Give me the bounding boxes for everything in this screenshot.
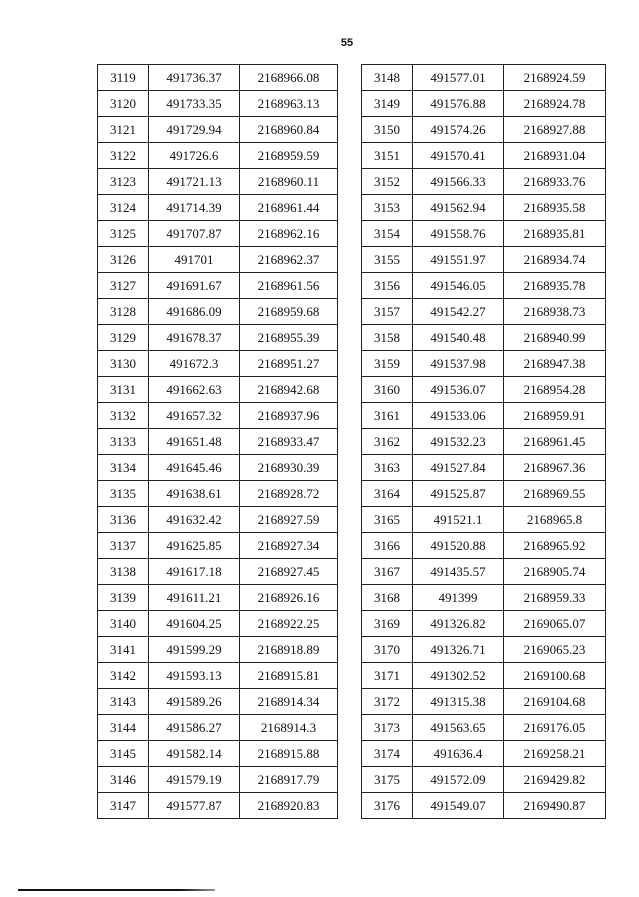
x-coordinate-cell: 491540.48 <box>413 325 504 351</box>
point-number-cell: 3145 <box>98 741 149 767</box>
y-coordinate-cell: 2168917.79 <box>240 767 338 793</box>
table-row <box>98 559 338 585</box>
point-number-cell: 3150 <box>362 117 413 143</box>
coordinate-table-left <box>97 64 338 819</box>
point-number-cell: 3152 <box>362 169 413 195</box>
point-number-cell: 3129 <box>98 325 149 351</box>
x-coordinate-cell: 491726.6 <box>149 143 240 169</box>
y-coordinate-cell: 2168954.28 <box>504 377 606 403</box>
point-number-cell: 3144 <box>98 715 149 741</box>
table-row <box>362 741 606 767</box>
table-row <box>98 403 338 429</box>
point-number-cell: 3148 <box>362 65 413 91</box>
x-coordinate-cell: 491326.71 <box>413 637 504 663</box>
x-coordinate-cell: 491733.35 <box>149 91 240 117</box>
point-number-cell: 3162 <box>362 429 413 455</box>
y-coordinate-cell: 2168965.8 <box>504 507 606 533</box>
x-coordinate-cell: 491302.52 <box>413 663 504 689</box>
point-number-cell: 3167 <box>362 559 413 585</box>
table-body <box>98 65 338 819</box>
point-number-cell: 3126 <box>98 247 149 273</box>
coordinate-table-right <box>361 64 606 819</box>
table-row <box>362 715 606 741</box>
y-coordinate-cell: 2168961.56 <box>240 273 338 299</box>
point-number-cell: 3141 <box>98 637 149 663</box>
x-coordinate-cell: 491617.18 <box>149 559 240 585</box>
x-coordinate-cell: 491651.48 <box>149 429 240 455</box>
y-coordinate-cell: 2168967.36 <box>504 455 606 481</box>
y-coordinate-cell: 2168969.55 <box>504 481 606 507</box>
point-number-cell: 3151 <box>362 143 413 169</box>
y-coordinate-cell: 2169490.87 <box>504 793 606 819</box>
x-coordinate-cell: 491599.29 <box>149 637 240 663</box>
x-coordinate-cell: 491577.87 <box>149 793 240 819</box>
x-coordinate-cell: 491645.46 <box>149 455 240 481</box>
table-row <box>362 351 606 377</box>
point-number-cell: 3157 <box>362 299 413 325</box>
table-body <box>362 65 606 819</box>
x-coordinate-cell: 491579.19 <box>149 767 240 793</box>
point-number-cell: 3146 <box>98 767 149 793</box>
y-coordinate-cell: 2168928.72 <box>240 481 338 507</box>
y-coordinate-cell: 2169176.05 <box>504 715 606 741</box>
point-number-cell: 3128 <box>98 299 149 325</box>
y-coordinate-cell: 2168942.68 <box>240 377 338 403</box>
y-coordinate-cell: 2168935.78 <box>504 273 606 299</box>
point-number-cell: 3169 <box>362 611 413 637</box>
y-coordinate-cell: 2168965.92 <box>504 533 606 559</box>
table-row <box>362 325 606 351</box>
table-row <box>362 221 606 247</box>
x-coordinate-cell: 491399 <box>413 585 504 611</box>
y-coordinate-cell: 2168927.88 <box>504 117 606 143</box>
table-row <box>362 247 606 273</box>
point-number-cell: 3121 <box>98 117 149 143</box>
x-coordinate-cell: 491537.98 <box>413 351 504 377</box>
x-coordinate-cell: 491593.13 <box>149 663 240 689</box>
y-coordinate-cell: 2168966.08 <box>240 65 338 91</box>
table-row <box>98 585 338 611</box>
y-coordinate-cell: 2168962.37 <box>240 247 338 273</box>
table-row <box>98 117 338 143</box>
x-coordinate-cell: 491632.42 <box>149 507 240 533</box>
x-coordinate-cell: 491572.09 <box>413 767 504 793</box>
x-coordinate-cell: 491707.87 <box>149 221 240 247</box>
page-number: 55 <box>340 37 354 49</box>
x-coordinate-cell: 491532.23 <box>413 429 504 455</box>
point-number-cell: 3156 <box>362 273 413 299</box>
x-coordinate-cell: 491736.37 <box>149 65 240 91</box>
x-coordinate-cell: 491678.37 <box>149 325 240 351</box>
point-number-cell: 3119 <box>98 65 149 91</box>
point-number-cell: 3142 <box>98 663 149 689</box>
point-number-cell: 3172 <box>362 689 413 715</box>
table-row <box>98 741 338 767</box>
y-coordinate-cell: 2169100.68 <box>504 663 606 689</box>
y-coordinate-cell: 2168930.39 <box>240 455 338 481</box>
table-row <box>98 377 338 403</box>
table-row <box>98 221 338 247</box>
table-row <box>362 195 606 221</box>
x-coordinate-cell: 491686.09 <box>149 299 240 325</box>
table-row <box>98 351 338 377</box>
table-row <box>362 403 606 429</box>
x-coordinate-cell: 491521.1 <box>413 507 504 533</box>
point-number-cell: 3170 <box>362 637 413 663</box>
point-number-cell: 3153 <box>362 195 413 221</box>
point-number-cell: 3130 <box>98 351 149 377</box>
x-coordinate-cell: 491729.94 <box>149 117 240 143</box>
y-coordinate-cell: 2169065.07 <box>504 611 606 637</box>
y-coordinate-cell: 2168915.81 <box>240 663 338 689</box>
table-row <box>362 65 606 91</box>
table-row <box>98 715 338 741</box>
y-coordinate-cell: 2168947.38 <box>504 351 606 377</box>
table-row <box>362 533 606 559</box>
y-coordinate-cell: 2168935.81 <box>504 221 606 247</box>
table-row <box>362 117 606 143</box>
x-coordinate-cell: 491566.33 <box>413 169 504 195</box>
x-coordinate-cell: 491638.61 <box>149 481 240 507</box>
x-coordinate-cell: 491536.07 <box>413 377 504 403</box>
y-coordinate-cell: 2168918.89 <box>240 637 338 663</box>
x-coordinate-cell: 491570.41 <box>413 143 504 169</box>
point-number-cell: 3125 <box>98 221 149 247</box>
table-row <box>362 169 606 195</box>
table-row <box>98 273 338 299</box>
table-row <box>362 611 606 637</box>
point-number-cell: 3137 <box>98 533 149 559</box>
point-number-cell: 3166 <box>362 533 413 559</box>
y-coordinate-cell: 2168935.58 <box>504 195 606 221</box>
x-coordinate-cell: 491582.14 <box>149 741 240 767</box>
y-coordinate-cell: 2168951.27 <box>240 351 338 377</box>
point-number-cell: 3122 <box>98 143 149 169</box>
point-number-cell: 3143 <box>98 689 149 715</box>
y-coordinate-cell: 2168927.34 <box>240 533 338 559</box>
x-coordinate-cell: 491636.4 <box>413 741 504 767</box>
point-number-cell: 3140 <box>98 611 149 637</box>
x-coordinate-cell: 491326.82 <box>413 611 504 637</box>
y-coordinate-cell: 2168959.59 <box>240 143 338 169</box>
x-coordinate-cell: 491525.87 <box>413 481 504 507</box>
point-number-cell: 3160 <box>362 377 413 403</box>
x-coordinate-cell: 491611.21 <box>149 585 240 611</box>
y-coordinate-cell: 2168924.78 <box>504 91 606 117</box>
table-row <box>362 299 606 325</box>
y-coordinate-cell: 2168933.47 <box>240 429 338 455</box>
x-coordinate-cell: 491701 <box>149 247 240 273</box>
x-coordinate-cell: 491672.3 <box>149 351 240 377</box>
y-coordinate-cell: 2168920.83 <box>240 793 338 819</box>
table-row <box>98 689 338 715</box>
y-coordinate-cell: 2168959.33 <box>504 585 606 611</box>
point-number-cell: 3173 <box>362 715 413 741</box>
y-coordinate-cell: 2168914.34 <box>240 689 338 715</box>
point-number-cell: 3154 <box>362 221 413 247</box>
point-number-cell: 3136 <box>98 507 149 533</box>
x-coordinate-cell: 491542.27 <box>413 299 504 325</box>
y-coordinate-cell: 2168924.59 <box>504 65 606 91</box>
table-row <box>362 689 606 715</box>
y-coordinate-cell: 2168927.59 <box>240 507 338 533</box>
point-number-cell: 3174 <box>362 741 413 767</box>
table-row <box>362 793 606 819</box>
x-coordinate-cell: 491574.26 <box>413 117 504 143</box>
y-coordinate-cell: 2168959.68 <box>240 299 338 325</box>
table-row <box>362 767 606 793</box>
table-row <box>98 299 338 325</box>
x-coordinate-cell: 491625.85 <box>149 533 240 559</box>
y-coordinate-cell: 2168960.84 <box>240 117 338 143</box>
y-coordinate-cell: 2168937.96 <box>240 403 338 429</box>
y-coordinate-cell: 2168934.74 <box>504 247 606 273</box>
y-coordinate-cell: 2169258.21 <box>504 741 606 767</box>
y-coordinate-cell: 2168961.44 <box>240 195 338 221</box>
y-coordinate-cell: 2168915.88 <box>240 741 338 767</box>
table-row <box>98 611 338 637</box>
table-row <box>98 481 338 507</box>
x-coordinate-cell: 491563.65 <box>413 715 504 741</box>
y-coordinate-cell: 2168962.16 <box>240 221 338 247</box>
y-coordinate-cell: 2169065.23 <box>504 637 606 663</box>
x-coordinate-cell: 491577.01 <box>413 65 504 91</box>
table-row <box>98 195 338 221</box>
table-row <box>362 429 606 455</box>
point-number-cell: 3131 <box>98 377 149 403</box>
y-coordinate-cell: 2168922.25 <box>240 611 338 637</box>
table-row <box>98 169 338 195</box>
x-coordinate-cell: 491551.97 <box>413 247 504 273</box>
x-coordinate-cell: 491527.84 <box>413 455 504 481</box>
y-coordinate-cell: 2168931.04 <box>504 143 606 169</box>
y-coordinate-cell: 2168927.45 <box>240 559 338 585</box>
point-number-cell: 3168 <box>362 585 413 611</box>
table-row <box>98 65 338 91</box>
table-row <box>98 91 338 117</box>
x-coordinate-cell: 491549.07 <box>413 793 504 819</box>
table-row <box>98 143 338 169</box>
point-number-cell: 3165 <box>362 507 413 533</box>
x-coordinate-cell: 491435.57 <box>413 559 504 585</box>
point-number-cell: 3132 <box>98 403 149 429</box>
point-number-cell: 3147 <box>98 793 149 819</box>
table-row <box>98 325 338 351</box>
point-number-cell: 3124 <box>98 195 149 221</box>
point-number-cell: 3176 <box>362 793 413 819</box>
y-coordinate-cell: 2168926.16 <box>240 585 338 611</box>
point-number-cell: 3134 <box>98 455 149 481</box>
y-coordinate-cell: 2169104.68 <box>504 689 606 715</box>
point-number-cell: 3138 <box>98 559 149 585</box>
y-coordinate-cell: 2168933.76 <box>504 169 606 195</box>
x-coordinate-cell: 491520.88 <box>413 533 504 559</box>
table-row <box>362 507 606 533</box>
table-row <box>98 247 338 273</box>
point-number-cell: 3149 <box>362 91 413 117</box>
x-coordinate-cell: 491315.38 <box>413 689 504 715</box>
x-coordinate-cell: 491546.05 <box>413 273 504 299</box>
table-row <box>98 637 338 663</box>
x-coordinate-cell: 491589.26 <box>149 689 240 715</box>
point-number-cell: 3175 <box>362 767 413 793</box>
table-row <box>362 273 606 299</box>
point-number-cell: 3163 <box>362 455 413 481</box>
point-number-cell: 3139 <box>98 585 149 611</box>
table-row <box>362 637 606 663</box>
y-coordinate-cell: 2169429.82 <box>504 767 606 793</box>
table-row <box>362 377 606 403</box>
x-coordinate-cell: 491691.67 <box>149 273 240 299</box>
y-coordinate-cell: 2168955.39 <box>240 325 338 351</box>
table-row <box>362 559 606 585</box>
point-number-cell: 3123 <box>98 169 149 195</box>
x-coordinate-cell: 491662.63 <box>149 377 240 403</box>
table-row <box>362 585 606 611</box>
y-coordinate-cell: 2168963.13 <box>240 91 338 117</box>
point-number-cell: 3135 <box>98 481 149 507</box>
y-coordinate-cell: 2168959.91 <box>504 403 606 429</box>
table-row <box>98 793 338 819</box>
y-coordinate-cell: 2168905.74 <box>504 559 606 585</box>
x-coordinate-cell: 491558.76 <box>413 221 504 247</box>
x-coordinate-cell: 491657.32 <box>149 403 240 429</box>
point-number-cell: 3120 <box>98 91 149 117</box>
x-coordinate-cell: 491714.39 <box>149 195 240 221</box>
point-number-cell: 3155 <box>362 247 413 273</box>
y-coordinate-cell: 2168938.73 <box>504 299 606 325</box>
point-number-cell: 3161 <box>362 403 413 429</box>
x-coordinate-cell: 491576.88 <box>413 91 504 117</box>
table-row <box>362 663 606 689</box>
point-number-cell: 3133 <box>98 429 149 455</box>
table-row <box>362 143 606 169</box>
table-row <box>362 455 606 481</box>
table-row <box>98 767 338 793</box>
table-row <box>98 455 338 481</box>
y-coordinate-cell: 2168914.3 <box>240 715 338 741</box>
point-number-cell: 3171 <box>362 663 413 689</box>
footnote-separator <box>18 889 215 891</box>
y-coordinate-cell: 2168940.99 <box>504 325 606 351</box>
point-number-cell: 3127 <box>98 273 149 299</box>
table-row <box>98 429 338 455</box>
table-row <box>98 507 338 533</box>
x-coordinate-cell: 491533.06 <box>413 403 504 429</box>
x-coordinate-cell: 491586.27 <box>149 715 240 741</box>
y-coordinate-cell: 2168961.45 <box>504 429 606 455</box>
x-coordinate-cell: 491604.25 <box>149 611 240 637</box>
table-row <box>362 481 606 507</box>
table-row <box>98 533 338 559</box>
point-number-cell: 3164 <box>362 481 413 507</box>
table-row <box>362 91 606 117</box>
table-row <box>98 663 338 689</box>
point-number-cell: 3159 <box>362 351 413 377</box>
x-coordinate-cell: 491562.94 <box>413 195 504 221</box>
point-number-cell: 3158 <box>362 325 413 351</box>
x-coordinate-cell: 491721.13 <box>149 169 240 195</box>
y-coordinate-cell: 2168960.11 <box>240 169 338 195</box>
